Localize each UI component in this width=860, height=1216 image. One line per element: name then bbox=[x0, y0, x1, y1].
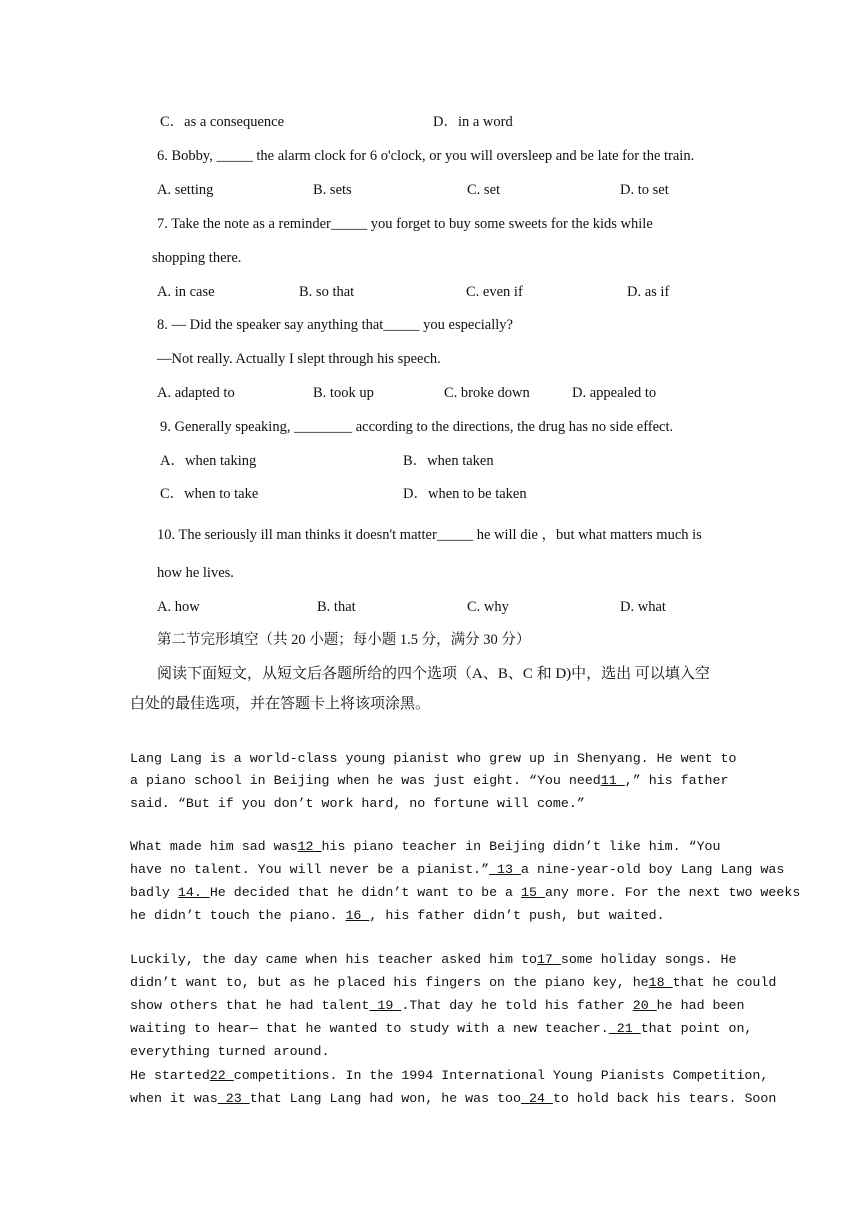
passage-line: didn’t want to, but as he placed his fingers on the piano key, he18 that he could bbox=[130, 975, 777, 990]
q7-stem-line1: 7. Take the note as a reminder_____ you forget to buy some sweets for the kids while bbox=[157, 216, 653, 232]
section2-heading: 第二节完形填空（共 20 小题；每小题 1.5 分，满分 30 分） bbox=[157, 632, 531, 648]
q5-option-c: C．as a consequence bbox=[160, 114, 285, 130]
blank-18: 18 bbox=[648, 975, 673, 990]
q8-option-a: A. adapted to bbox=[157, 385, 235, 401]
q6-option-a: A. setting bbox=[157, 182, 214, 198]
passage-line: he didn’t touch the piano. 16 , his father didn’t push, but waited. bbox=[130, 908, 665, 923]
q9-option-b: B．when taken bbox=[403, 453, 494, 469]
blank-16: 16 bbox=[345, 908, 370, 923]
q8-stem-line2: —Not really. Actually I slept through his speech. bbox=[157, 351, 441, 367]
blank-15: 15 bbox=[521, 885, 545, 900]
blank-23: 23 bbox=[217, 1091, 250, 1106]
q10-option-b: B. that bbox=[317, 599, 356, 615]
blank-11: 11 bbox=[600, 773, 625, 788]
passage-line: show others that he had talent 19 .That day he told his father 20 he had been bbox=[130, 998, 745, 1013]
passage-line: What made him sad was12 his piano teacher in Beijing didn’t like him. “You bbox=[130, 839, 721, 854]
q8-option-d: D. appealed to bbox=[572, 385, 657, 401]
q5-option-d: D．in a word bbox=[433, 114, 513, 130]
q8-stem-line1: 8. — Did the speaker say anything that_____ you especially? bbox=[157, 317, 513, 333]
q7-option-d: D. as if bbox=[627, 284, 670, 300]
passage-line: badly 14. He decided that he didn’t want to be a 15 any more. For the next two weeks bbox=[130, 885, 801, 900]
blank-17: 17 bbox=[536, 952, 561, 967]
q8-option-c: C. broke down bbox=[444, 385, 530, 401]
blank-24: 24 bbox=[521, 1091, 553, 1106]
q6-option-d: D. to set bbox=[620, 182, 669, 198]
q6-option-b: B. sets bbox=[313, 182, 352, 198]
passage-line: everything turned around. bbox=[130, 1044, 330, 1059]
q9-option-a: A．when taking bbox=[160, 453, 257, 469]
q9-option-c: C．when to take bbox=[160, 486, 259, 502]
blank-12: 12 bbox=[297, 839, 322, 854]
blank-19: 19 bbox=[369, 998, 402, 1013]
q7-option-b: B. so that bbox=[299, 284, 355, 300]
blank-21: 21 bbox=[608, 1021, 641, 1036]
passage-line: Lang Lang is a world-class young pianist who grew up in Shenyang. He went to bbox=[130, 751, 737, 766]
q6-stem: 6. Bobby, _____ the alarm clock for 6 o'clock, or you will oversleep and be late for the train. bbox=[157, 148, 695, 164]
section2-instruction-line1: 阅读下面短文，从短文后各题所给的四个选项（A、B、C 和 D)中，选出 可以填入空 bbox=[157, 666, 710, 682]
blank-20: 20 bbox=[632, 998, 657, 1013]
q7-option-a: A. in case bbox=[157, 284, 215, 300]
blank-13: 13 bbox=[489, 862, 521, 877]
passage-line: have no talent. You will never be a pianist.” 13 a nine-year-old boy Lang Lang was bbox=[130, 862, 785, 877]
passage-line: when it was 23 that Lang Lang had won, he was too 24 to hold back his tears. Soon bbox=[130, 1091, 777, 1106]
q10-stem-line1: 10. The seriously ill man thinks it doesn't matter_____ he will die ，but what matters much is bbox=[157, 527, 702, 543]
q10-option-c: C. why bbox=[467, 599, 509, 615]
q8-option-b: B. took up bbox=[313, 385, 374, 401]
passage-line: Luckily, the day came when his teacher asked him to17 some holiday songs. He bbox=[130, 952, 737, 967]
passage-line: a piano school in Beijing when he was just eight. “You need11 ,” his father bbox=[130, 773, 729, 788]
q7-stem-line2: shopping there. bbox=[152, 250, 242, 266]
q9-stem: 9. Generally speaking, ________ according to the directions, the drug has no side effect. bbox=[160, 419, 674, 435]
passage-line: said. “But if you don’t work hard, no fortune will come.” bbox=[130, 796, 585, 811]
q10-option-d: D. what bbox=[620, 599, 666, 615]
passage-line: He started22 competitions. In the 1994 International Young Pianists Competition, bbox=[130, 1068, 769, 1083]
q10-stem-line2: how he lives. bbox=[157, 565, 234, 581]
blank-22: 22 bbox=[209, 1068, 234, 1083]
section2-instruction-line2: 白处的最佳选项，并在答题卡上将该项涂黑。 bbox=[130, 696, 431, 712]
q9-option-d: D．when to be taken bbox=[403, 486, 527, 502]
q10-option-a: A. how bbox=[157, 599, 200, 615]
passage-line: waiting to hear— that he wanted to study with a new teacher. 21 that point on, bbox=[130, 1021, 753, 1036]
q6-option-c: C. set bbox=[467, 182, 501, 198]
blank-14: 14. bbox=[177, 885, 210, 900]
q7-option-c: C. even if bbox=[466, 284, 523, 300]
